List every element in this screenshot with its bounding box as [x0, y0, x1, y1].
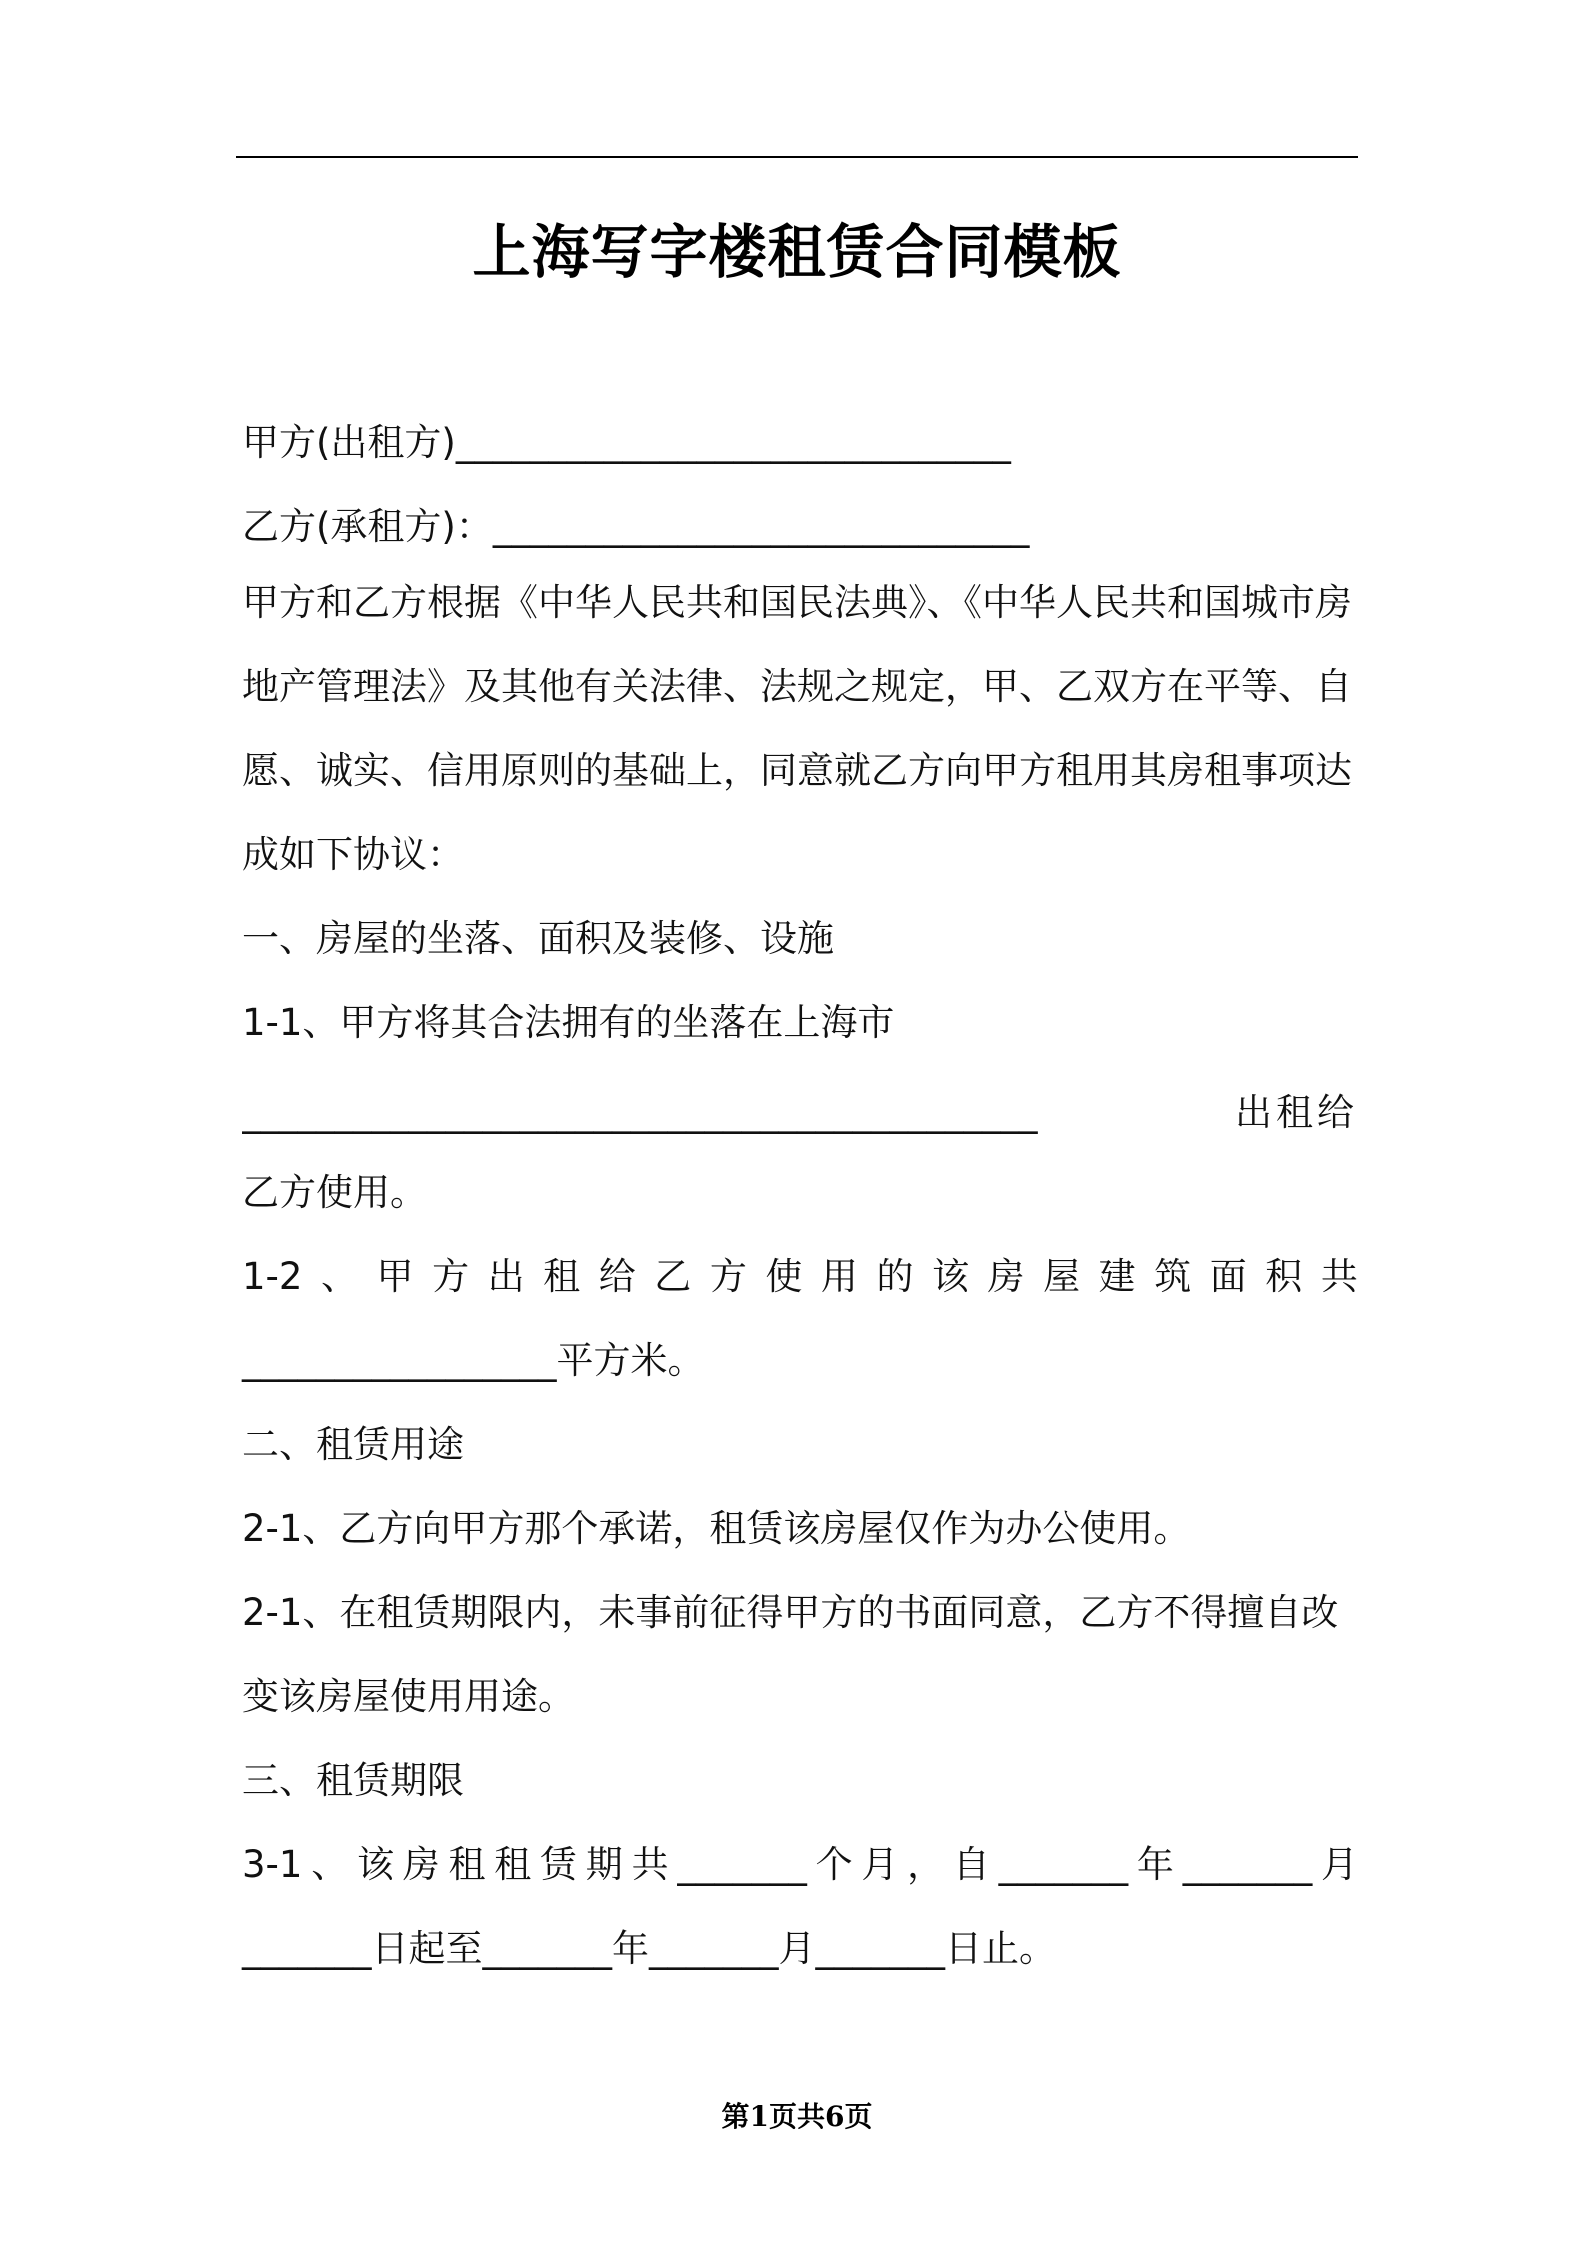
party-b-line: 乙方(承租方)：_____________________________ [242, 505, 1030, 548]
clause-1-2-line-2: _________________平方米。 [242, 1339, 705, 1382]
justified-glyph: 房 [987, 1255, 1025, 1298]
justified-glyph: 面 [1209, 1255, 1247, 1298]
justified-glyph: _______ [998, 1843, 1129, 1886]
justified-glyph: 积 [1265, 1255, 1303, 1298]
justified-glyph: 使 [765, 1255, 803, 1298]
justified-glyph: _______ [1182, 1843, 1313, 1886]
clause-1-2-line-1 [242, 1252, 1358, 1302]
justified-glyph: 筑 [1154, 1255, 1192, 1298]
justified-glyph: 、 [320, 1255, 358, 1298]
justified-glyph: 年 [1136, 1843, 1174, 1886]
section-heading-3: 三、租赁期限 [242, 1759, 464, 1802]
justified-glyph: 个 [815, 1843, 853, 1886]
justified-glyph: 、 [311, 1843, 349, 1886]
clause-3-1-line-1 [242, 1840, 1358, 1890]
justified-glyph: 1-2 [242, 1255, 303, 1298]
address-blank: ___________________________________________ [242, 1091, 1038, 1134]
justified-glyph: 租 [448, 1843, 486, 1886]
intro-line-2: 地产管理法》及其他有关法律、法规之规定，甲、乙双方在平等、自 [242, 665, 1352, 708]
intro-line-1: 甲方和乙方根据《中华人民共和国民法典》、《中华人民共和国城市房 [242, 581, 1352, 624]
justified-glyph: 该 [932, 1255, 969, 1298]
clause-1-1-tail: 出租给 [1235, 1091, 1358, 1134]
party-a-line: 甲方(出租方)______________________________ [242, 421, 1011, 464]
justified-glyph: 用 [820, 1255, 858, 1298]
justified-glyph: 租 [494, 1843, 532, 1886]
justified-glyph: 房 [402, 1843, 440, 1886]
justified-glyph: 建 [1098, 1255, 1136, 1298]
justified-glyph: 月 [861, 1843, 899, 1886]
clause-1-1-line-2 [242, 1088, 1358, 1138]
justified-glyph: 月 [1320, 1843, 1358, 1886]
justified-glyph: 赁 [540, 1843, 578, 1886]
clause-2-2-line-1: 2-1、在租赁期限内，未事前征得甲方的书面同意，乙方不得擅自改 [242, 1591, 1339, 1634]
justified-glyph: 乙 [654, 1255, 692, 1298]
justified-glyph: 的 [876, 1255, 914, 1298]
justified-glyph: 方 [709, 1255, 747, 1298]
justified-glyph: 甲 [376, 1255, 414, 1298]
section-heading-2: 二、租赁用途 [242, 1423, 464, 1466]
clause-1-1-line-1: 1-1、甲方将其合法拥有的坐落在上海市 [242, 1001, 895, 1044]
justified-glyph: 自 [952, 1843, 990, 1886]
justified-glyph: 期 [585, 1843, 623, 1886]
clause-2-2-line-2: 变该房屋使用用途。 [242, 1675, 575, 1718]
justified-glyph: _______ [677, 1843, 807, 1886]
justified-glyph: 给 [598, 1255, 636, 1298]
clause-1-1-line-3: 乙方使用。 [242, 1171, 427, 1214]
document-title: 上海写字楼租赁合同模板 [472, 218, 1122, 286]
intro-line-3: 愿、诚实、信用原则的基础上，同意就乙方向甲方租用其房租事项达 [242, 749, 1352, 792]
header-rule [236, 156, 1358, 158]
intro-line-4: 成如下协议： [242, 833, 464, 876]
justified-glyph: 3-1 [242, 1843, 303, 1886]
page-footer: 第1页共6页 [721, 2100, 873, 2133]
justified-glyph: 共 [1320, 1255, 1358, 1298]
justified-glyph: 方 [432, 1255, 470, 1298]
justified-glyph: 租 [543, 1255, 581, 1298]
clause-2-1-line: 2-1、乙方向甲方那个承诺，租赁该房屋仅作为办公使用。 [242, 1507, 1191, 1550]
justified-glyph: 该 [356, 1843, 394, 1886]
justified-glyph: 共 [631, 1843, 669, 1886]
justified-glyph: 出 [487, 1255, 525, 1298]
section-heading-1: 一、房屋的坐落、面积及装修、设施 [242, 917, 834, 960]
justified-glyph: 屋 [1043, 1255, 1081, 1298]
justified-glyph: ， [907, 1843, 945, 1886]
clause-3-1-line-2: _______日起至_______年_______月_______日止。 [242, 1927, 1056, 1970]
